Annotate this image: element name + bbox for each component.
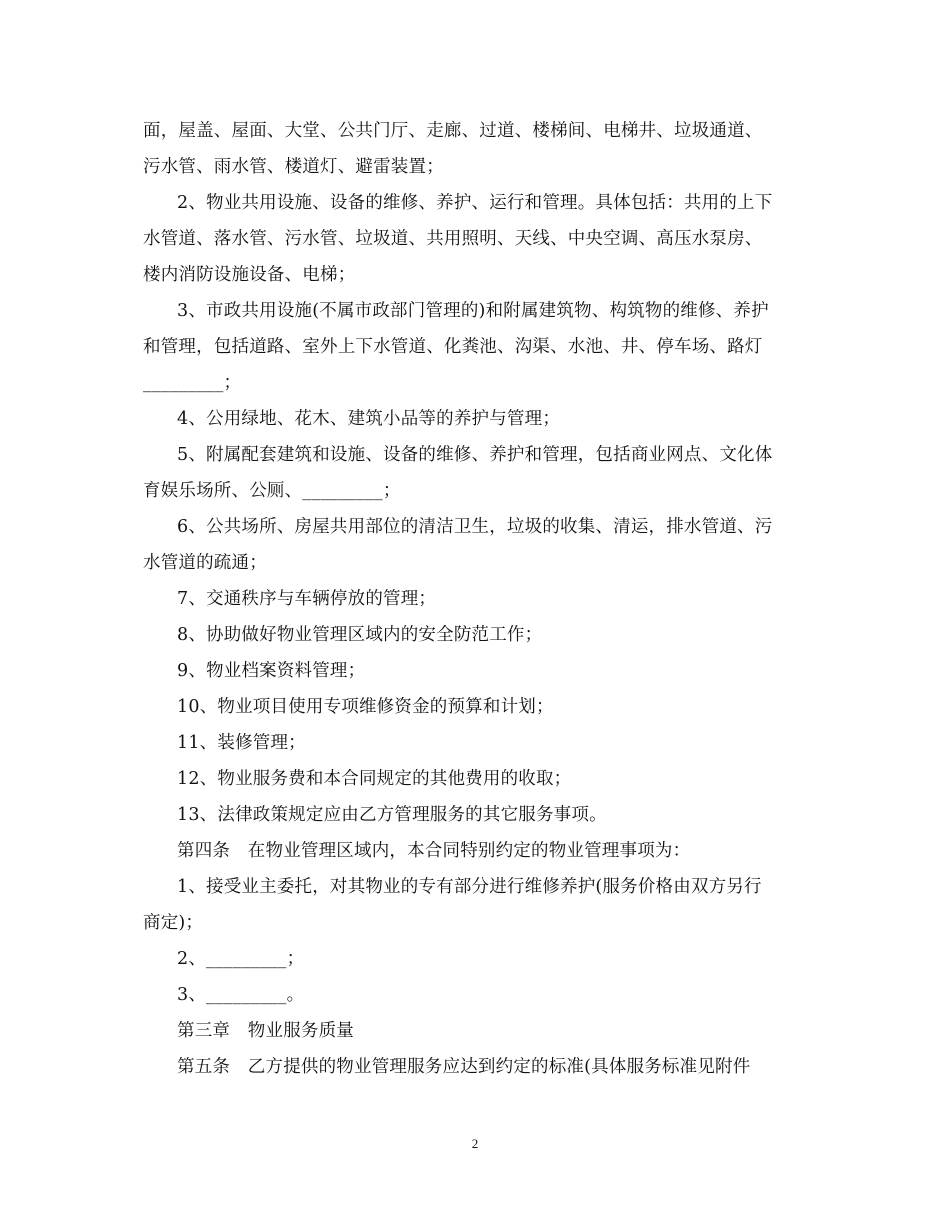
list-item: 3、市政共用设施(不属市政部门管理的)和附属建筑物、构筑物的维修、养护 bbox=[177, 301, 769, 321]
text-line: 楼内消防设施设备、电梯； bbox=[143, 265, 356, 285]
text-line: 面，屋盖、屋面、大堂、公共门厅、走廊、过道、楼梯间、电梯井、垃圾通道、 bbox=[143, 121, 763, 141]
list-item: 13、法律政策规定应由乙方管理服务的其它服务事项。 bbox=[177, 805, 607, 825]
text-line: 商定)； bbox=[143, 913, 204, 933]
list-item: 10、物业项目使用专项维修资金的预算和计划； bbox=[177, 697, 554, 717]
chapter-heading: 第三章 物业服务质量 bbox=[177, 1021, 354, 1041]
list-item: 7、交通秩序与车辆停放的管理； bbox=[177, 589, 437, 609]
list-item: 2、_________； bbox=[177, 949, 305, 969]
list-item: 6、公共场所、房屋共用部位的清洁卫生，垃圾的收集、清运，排水管道、污 bbox=[177, 517, 773, 537]
text-line: _________； bbox=[143, 373, 242, 393]
text-line: 水管道的疏通； bbox=[143, 553, 267, 573]
document-body bbox=[143, 113, 808, 1085]
text-line: 水管道、落水管、污水管、垃圾道、共用照明、天线、中央空调、高压水泵房、 bbox=[143, 229, 763, 249]
list-item: 4、公用绿地、花木、建筑小品等的养护与管理； bbox=[177, 409, 561, 429]
list-item: 12、物业服务费和本合同规定的其他费用的收取； bbox=[177, 769, 572, 789]
text-line: 污水管、雨水管、楼道灯、避雷装置； bbox=[143, 157, 444, 177]
list-item: 8、协助做好物业管理区域内的安全防范工作； bbox=[177, 625, 543, 645]
list-item: 11、装修管理； bbox=[177, 733, 306, 753]
page-number: 2 bbox=[471, 1136, 479, 1151]
list-item: 5、附属配套建筑和设施、设备的维修、养护和管理，包括商业网点、文化体 bbox=[177, 445, 773, 465]
list-item: 9、物业档案资料管理； bbox=[177, 661, 366, 681]
text-line: 和管理，包括道路、室外上下水管道、化粪池、沟渠、水池、井、停车场、路灯 bbox=[143, 337, 763, 357]
article-heading: 第四条 在物业管理区域内，本合同特别约定的物业管理事项为： bbox=[177, 841, 691, 861]
text-line: 育娱乐场所、公厕、_________； bbox=[143, 481, 401, 501]
list-item: 2、物业共用设施、设备的维修、养护、运行和管理。具体包括：共用的上下 bbox=[177, 193, 773, 213]
list-item: 3、_________。 bbox=[177, 985, 305, 1005]
article-heading: 第五条 乙方提供的物业管理服务应达到约定的标准(具体服务标准见附件 bbox=[177, 1057, 751, 1077]
list-item: 1、接受业主委托，对其物业的专有部分进行维修养护(服务价格由双方另行 bbox=[177, 877, 762, 897]
